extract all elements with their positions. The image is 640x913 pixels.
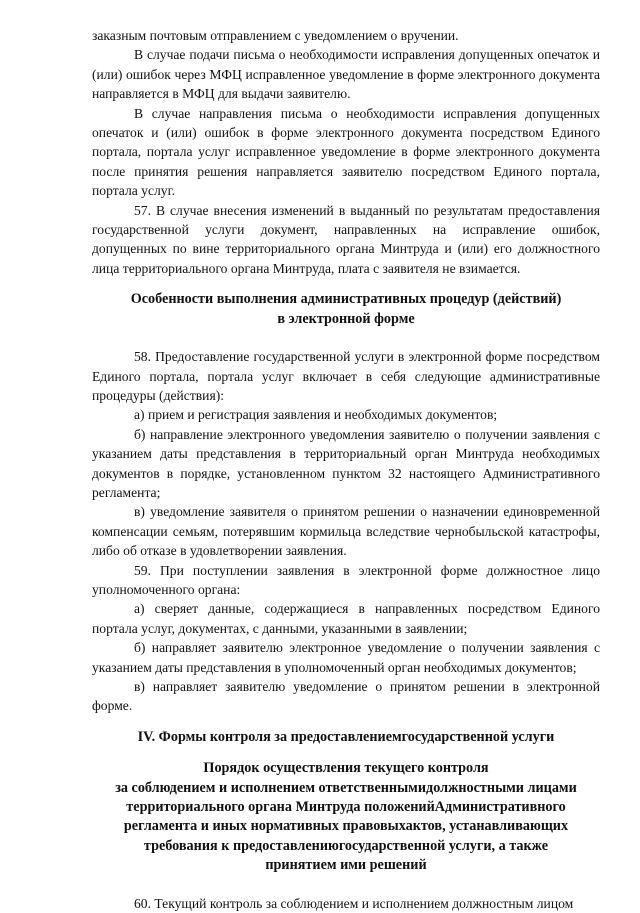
list-item-v: в) направляет заявителю уведомление о принятом решении в электронной форме. (92, 679, 600, 714)
paragraph-57: 57. В случае внесения изменений в выданный по результатам предоставления государственной услуги документ, направленных на исправление ошибок, допущенных по вине территориального органа Минтруда и (или) его должностного лица территориального органа Минтруда, плата с заявителя не взимается. (92, 202, 600, 276)
list-item-a: а) сверяет данные, содержащиеся в направленных посредством Единого портала услуг, документах, с данными, указанными в заявлении; (92, 601, 600, 636)
list-item-v: в) уведомление заявителя о принятом решении о назначении единовременной компенсации семьям, потерявшим кормильца вследствие чернобыльской катастрофы, либо об отказе в удовлетворении заявления. (92, 504, 600, 559)
section-heading-line: Порядок осуществления текущего контроля (203, 760, 489, 777)
paragraph-60: 60. Текущий контроль за соблюдением и исполнением должностным лицом (134, 895, 574, 911)
paragraph-59: 59. При поступлении заявления в электронной форме должностное лицо уполномоченного органа: (92, 562, 600, 597)
chapter-heading-iv: IV. Формы контроля за предоставлениемгосударственной услуги (137, 728, 555, 745)
list-item-a: а) прием и регистрация заявления и необходимых документов; (134, 407, 498, 423)
document-page (92, 26, 600, 913)
section-heading-line: принятием ими решений (265, 857, 427, 874)
section-heading-line: территориального органа Минтруда положенийАдминистративного (126, 799, 566, 816)
paragraph-delivery: заказным почтовым отправлением с уведомлением о вручении. (92, 28, 459, 43)
paragraph-portal-correction: В случае направления письма о необходимости исправления допущенных опечаток и (или) ошибок в форме электронного документа посредством Единого портала, портала услуг исправленное уведомление в форме электронного документа после принятия решения направляется заявителю посредством Единого портала, портала услуг. (92, 105, 600, 199)
paragraph-mfc-correction: В случае подачи письма о необходимости исправления допущенных опечаток и (или) ошибок через МФЦ исправленное уведомление в форме электронного документа направляется в МФЦ для выдачи заявителю. (92, 47, 600, 102)
list-item-b: б) направление электронного уведомления заявителю о получении заявления с указанием даты представления в территориальный орган Минтруда необходимых документов в порядке, установленном пунктом 32 настоящего Административного регламента; (92, 426, 600, 500)
section-heading-line: требования к предоставлениюгосударственной услуги, а также (143, 837, 549, 854)
section-heading-current-control (92, 759, 600, 875)
section-heading-line: за соблюдением и исполнением ответственнымидолжностными лицами (115, 779, 577, 796)
paragraph-58: 58. Предоставление государственной услуги в электронной форме посредством Единого портала, портала услуг включает в себя следующие административные процедуры (действия): (92, 349, 600, 403)
section-heading-line: в электронной форме (277, 310, 415, 327)
list-item-b: б) направляет заявителю электронное уведомление о получении заявления с указанием даты представления в уполномоченный орган необходимых документов; (92, 640, 600, 675)
section-heading-electronic-form (92, 290, 600, 329)
section-heading-line: регламента и иных нормативных правовыхактов, устанавливающих (123, 818, 569, 835)
section-heading-line: Особенности выполнения административных процедур (действий) (130, 291, 562, 308)
